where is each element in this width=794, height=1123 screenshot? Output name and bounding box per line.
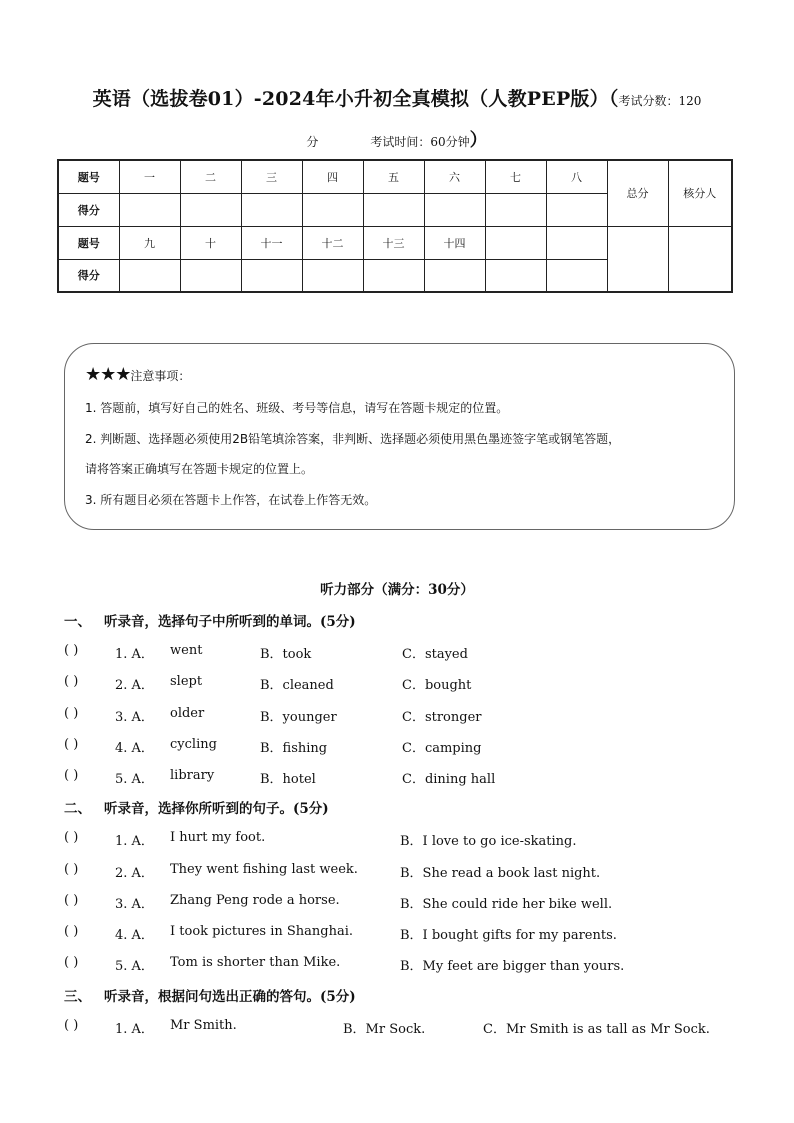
option-a: I took pictures in Shanghai. — [170, 924, 354, 939]
answer-blank[interactable]: ( ) — [64, 830, 79, 845]
open-paren: （ — [608, 88, 619, 110]
score-table — [57, 159, 733, 293]
table-cell: 十 — [180, 226, 241, 259]
score-input-cell[interactable] — [546, 193, 607, 226]
score-input-cell[interactable] — [302, 193, 363, 226]
table-cell: 十二 — [302, 226, 363, 259]
time-info: 考试时间：60分钟 — [370, 135, 470, 149]
table-cell: 四 — [302, 160, 363, 193]
item-number: 3. A． — [115, 897, 154, 912]
option-a: slept — [170, 674, 203, 689]
score-input-cell[interactable] — [119, 259, 180, 292]
star-icon: ★★★ — [85, 364, 131, 385]
question-row — [64, 893, 744, 913]
item-number: 3. A． — [115, 710, 154, 725]
score-table-row-questions-2 — [58, 226, 732, 259]
item-number: 2. A． — [115, 678, 154, 693]
table-cell: 一 — [119, 160, 180, 193]
score-input-cell[interactable] — [241, 193, 302, 226]
option-a: They went fishing last week. — [170, 862, 358, 877]
table-cell — [546, 226, 607, 259]
score-input-cell[interactable] — [180, 259, 241, 292]
table-cell: 三 — [241, 160, 302, 193]
question-row — [64, 955, 744, 975]
option-c: C．stayed — [402, 647, 468, 662]
exam-title-main: 英语（选拔卷01）-2024年小升初全真模拟（人教PEP版） — [92, 88, 609, 110]
option-b: B．She read a book last night. — [400, 866, 601, 881]
question-number: 一、 — [64, 614, 91, 630]
total-score-input[interactable] — [607, 226, 668, 292]
table-cell: 十一 — [241, 226, 302, 259]
question-row — [64, 674, 744, 694]
score-input-cell[interactable] — [485, 259, 546, 292]
option-c: C．camping — [402, 741, 482, 756]
table-cell: 六 — [424, 160, 485, 193]
question-row — [64, 643, 744, 663]
question-number: 三、 — [64, 989, 91, 1005]
option-a: I hurt my foot. — [170, 830, 266, 845]
question-row — [64, 706, 744, 726]
option-a: Tom is shorter than Mike. — [170, 955, 341, 970]
table-cell: 二 — [180, 160, 241, 193]
option-b: B．younger — [260, 710, 337, 725]
table-cell: 十四 — [424, 226, 485, 259]
score-input-cell[interactable] — [485, 193, 546, 226]
notice-box — [64, 343, 735, 530]
total-score-label: 总分 — [607, 160, 668, 226]
notice-item: 请将答案正确填写在答题卡规定的位置上。 — [85, 462, 314, 476]
answer-blank[interactable]: ( ) — [64, 955, 79, 970]
option-b: B．I bought gifts for my parents. — [400, 928, 617, 943]
question-row — [64, 830, 744, 850]
option-b: B．She could ride her bike well. — [400, 897, 613, 912]
option-c: C．stronger — [402, 710, 482, 725]
question-title: 听录音，选择你所听到的句子。(5分) — [104, 801, 329, 817]
exam-title — [0, 84, 794, 111]
notice-header — [85, 364, 190, 385]
option-b: B．took — [260, 647, 312, 662]
checker-label: 核分人 — [668, 160, 732, 226]
answer-blank[interactable]: ( ) — [64, 924, 79, 939]
table-cell: 八 — [546, 160, 607, 193]
table-cell: 五 — [363, 160, 424, 193]
score-input-cell[interactable] — [180, 193, 241, 226]
option-a: cycling — [170, 737, 217, 752]
notice-item: 2. 判断题、选择题必须使用2B铅笔填涂答案，非判断、选择题必须使用黑色墨迹签字笔或钢笔答题， — [85, 432, 621, 446]
question-row — [64, 862, 744, 882]
option-c: C．bought — [402, 678, 472, 693]
answer-blank[interactable]: ( ) — [64, 893, 79, 908]
score-input-cell[interactable] — [424, 193, 485, 226]
table-cell: 得分 — [58, 259, 119, 292]
table-cell: 得分 — [58, 193, 119, 226]
score-input-cell[interactable] — [546, 259, 607, 292]
score-input-cell[interactable] — [424, 259, 485, 292]
checker-input[interactable] — [668, 226, 732, 292]
option-a: Zhang Peng rode a horse. — [170, 893, 340, 908]
answer-blank[interactable]: ( ) — [64, 862, 79, 877]
item-number: 5. A． — [115, 959, 154, 974]
question-number: 二、 — [64, 801, 91, 817]
question-heading — [64, 610, 356, 630]
option-a: library — [170, 768, 215, 783]
option-b: B．hotel — [260, 772, 316, 787]
item-number: 2. A． — [115, 866, 154, 881]
question-row — [64, 1018, 744, 1038]
notice-title: 注意事项： — [130, 369, 191, 383]
question-heading — [64, 797, 329, 817]
item-number: 5. A． — [115, 772, 154, 787]
option-b: B．Mr Sock. — [343, 1022, 426, 1037]
table-cell: 题号 — [58, 226, 119, 259]
answer-blank[interactable]: ( ) — [64, 706, 79, 721]
notice-item: 1. 答题前，填写好自己的姓名、班级、考号等信息，请写在答题卡规定的位置。 — [85, 401, 509, 415]
option-b: B．cleaned — [260, 678, 334, 693]
answer-blank[interactable]: ( ) — [64, 737, 79, 752]
score-input-cell[interactable] — [363, 259, 424, 292]
option-a: went — [170, 643, 203, 658]
table-cell: 十三 — [363, 226, 424, 259]
score-input-cell[interactable] — [241, 259, 302, 292]
answer-blank[interactable]: ( ) — [64, 768, 79, 783]
question-row — [64, 768, 744, 788]
score-unit: 分 — [306, 135, 319, 149]
option-c: C．Mr Smith is as tall as Mr Sock. — [483, 1022, 710, 1037]
score-table-row-questions-1 — [58, 160, 732, 193]
question-title: 听录音，根据问句选出正确的答句。(5分) — [104, 989, 356, 1005]
option-b: B．fishing — [260, 741, 328, 756]
table-cell: 九 — [119, 226, 180, 259]
score-info: 考试分数：120 — [618, 94, 702, 108]
answer-blank[interactable]: ( ) — [64, 1018, 79, 1033]
option-c: C．dining hall — [402, 772, 496, 787]
option-b: B．I love to go ice-skating. — [400, 834, 577, 849]
score-input-cell[interactable] — [302, 259, 363, 292]
score-input-cell[interactable] — [119, 193, 180, 226]
question-row — [64, 924, 744, 944]
answer-blank[interactable]: ( ) — [64, 674, 79, 689]
item-number: 4. A． — [115, 928, 154, 943]
item-number: 1. A． — [115, 834, 154, 849]
close-paren: ） — [469, 130, 488, 151]
option-b: B．My feet are bigger than yours. — [400, 959, 625, 974]
option-a: older — [170, 706, 205, 721]
item-number: 1. A． — [115, 647, 154, 662]
table-cell: 七 — [485, 160, 546, 193]
option-a: Mr Smith. — [170, 1018, 237, 1033]
question-title: 听录音，选择句子中所听到的单词。(5分) — [104, 614, 356, 630]
item-number: 4. A． — [115, 741, 154, 756]
table-cell — [485, 226, 546, 259]
question-heading — [64, 985, 356, 1005]
score-input-cell[interactable] — [363, 193, 424, 226]
table-cell: 题号 — [58, 160, 119, 193]
question-row — [64, 737, 744, 757]
notice-item: 3. 所有题目必须在答题卡上作答，在试卷上作答无效。 — [85, 493, 377, 507]
answer-blank[interactable]: ( ) — [64, 643, 79, 658]
item-number: 1. A． — [115, 1022, 154, 1037]
section-title: 听力部分（满分：30分） — [320, 582, 474, 598]
exam-subtitle — [0, 126, 794, 152]
